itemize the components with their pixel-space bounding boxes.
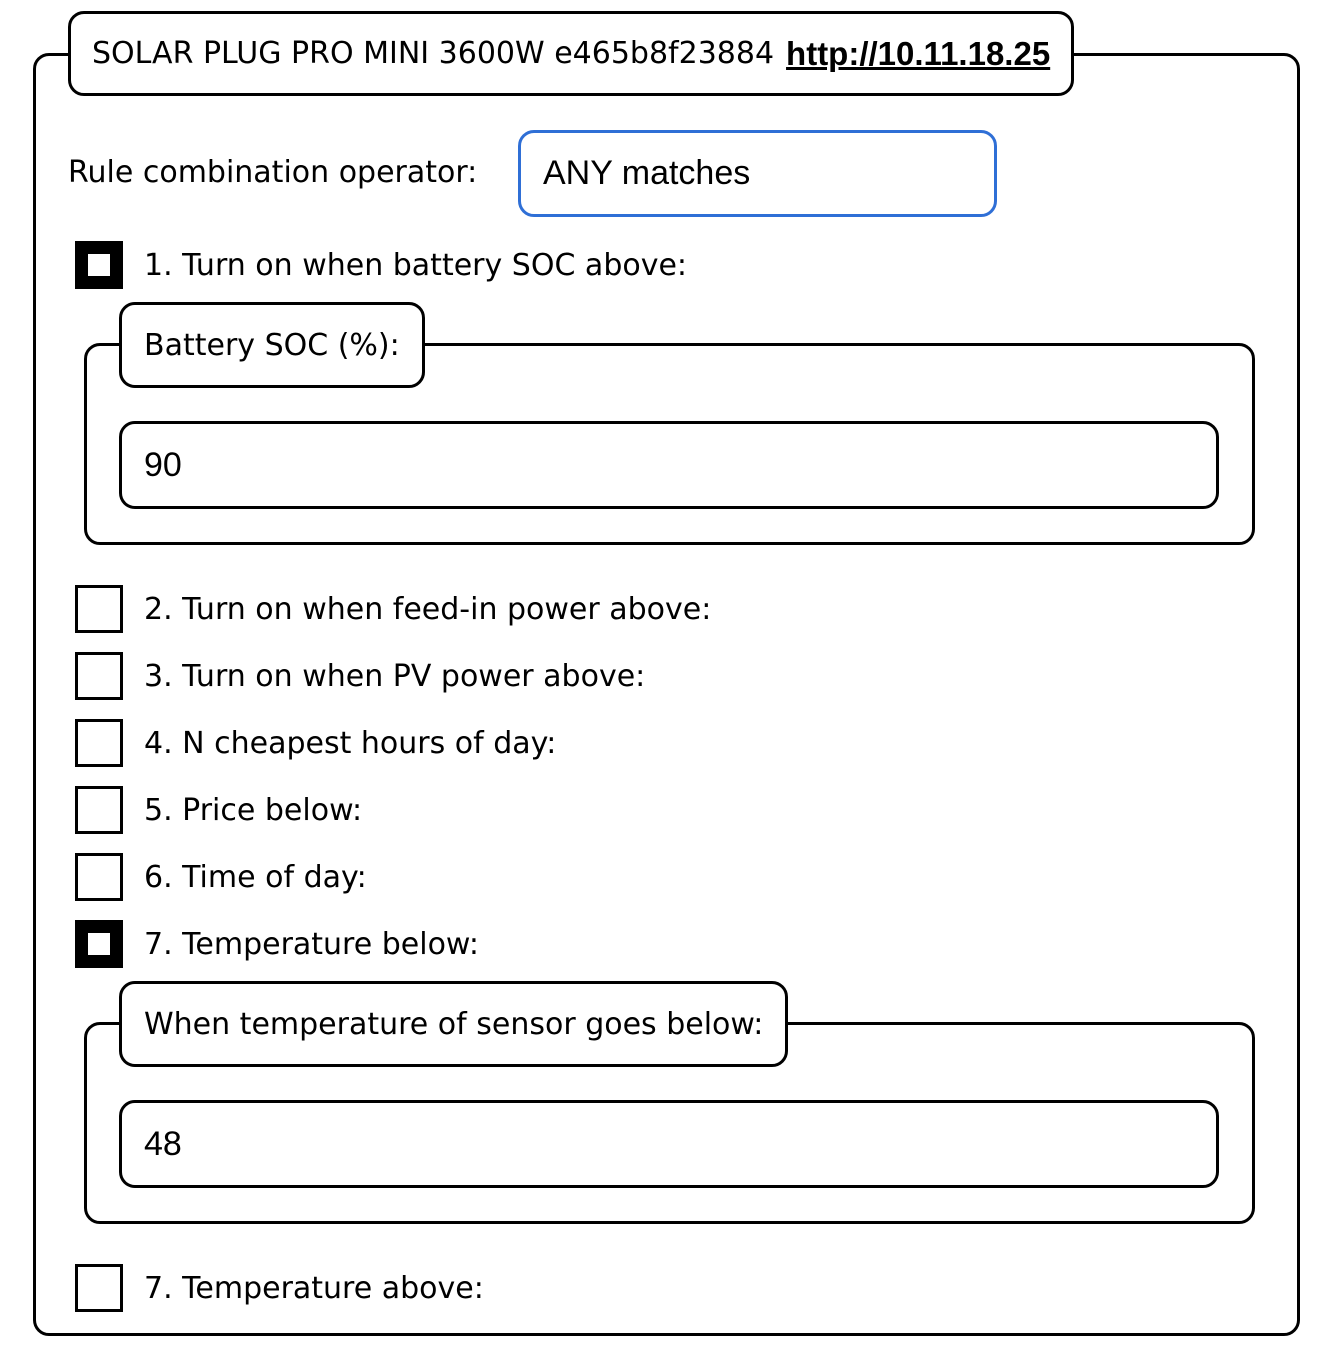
rule-5-checkbox[interactable] bbox=[75, 786, 123, 834]
rule-6-row[interactable] bbox=[75, 853, 367, 901]
rule-1-row[interactable] bbox=[75, 241, 687, 289]
rule-4-checkbox[interactable] bbox=[75, 719, 123, 767]
device-header bbox=[68, 11, 1074, 96]
rule-4-label: 4. N cheapest hours of day: bbox=[144, 725, 557, 761]
rule-7-above-row[interactable] bbox=[75, 1264, 484, 1312]
rule-6-label: 6. Time of day: bbox=[144, 859, 367, 895]
rule-7-below-checkbox[interactable] bbox=[75, 920, 123, 968]
battery-soc-input[interactable]: 90 bbox=[119, 421, 1219, 509]
temperature-below-input[interactable]: 48 bbox=[119, 1100, 1219, 1188]
rule-7-below-row[interactable] bbox=[75, 920, 479, 968]
rule-2-row[interactable] bbox=[75, 585, 711, 633]
rule-2-checkbox[interactable] bbox=[75, 585, 123, 633]
rule-3-row[interactable] bbox=[75, 652, 645, 700]
device-url-link[interactable]: http://10.11.18.25 bbox=[786, 34, 1051, 72]
operator-label: Rule combination operator: bbox=[68, 155, 478, 190]
temperature-below-legend: When temperature of sensor goes below: bbox=[119, 981, 788, 1067]
rule-5-label: 5. Price below: bbox=[144, 792, 363, 828]
device-name: SOLAR PLUG PRO MINI 3600W e465b8f23884 bbox=[92, 36, 775, 71]
rule-6-checkbox[interactable] bbox=[75, 853, 123, 901]
battery-soc-legend: Battery SOC (%): bbox=[119, 302, 425, 388]
rule-7-below-label: 7. Temperature below: bbox=[144, 926, 479, 962]
rule-3-label: 3. Turn on when PV power above: bbox=[144, 658, 646, 694]
rule-2-label: 2. Turn on when feed-in power above: bbox=[144, 591, 712, 627]
rule-3-checkbox[interactable] bbox=[75, 652, 123, 700]
rule-7-above-label: 7. Temperature above: bbox=[144, 1270, 484, 1306]
rule-1-checkbox[interactable] bbox=[75, 241, 123, 289]
rule-4-row[interactable] bbox=[75, 719, 556, 767]
rule-7-above-checkbox[interactable] bbox=[75, 1264, 123, 1312]
rule-5-row[interactable] bbox=[75, 786, 362, 834]
operator-select[interactable]: ANY matches bbox=[518, 130, 997, 217]
rule-1-label: 1. Turn on when battery SOC above: bbox=[144, 247, 688, 283]
